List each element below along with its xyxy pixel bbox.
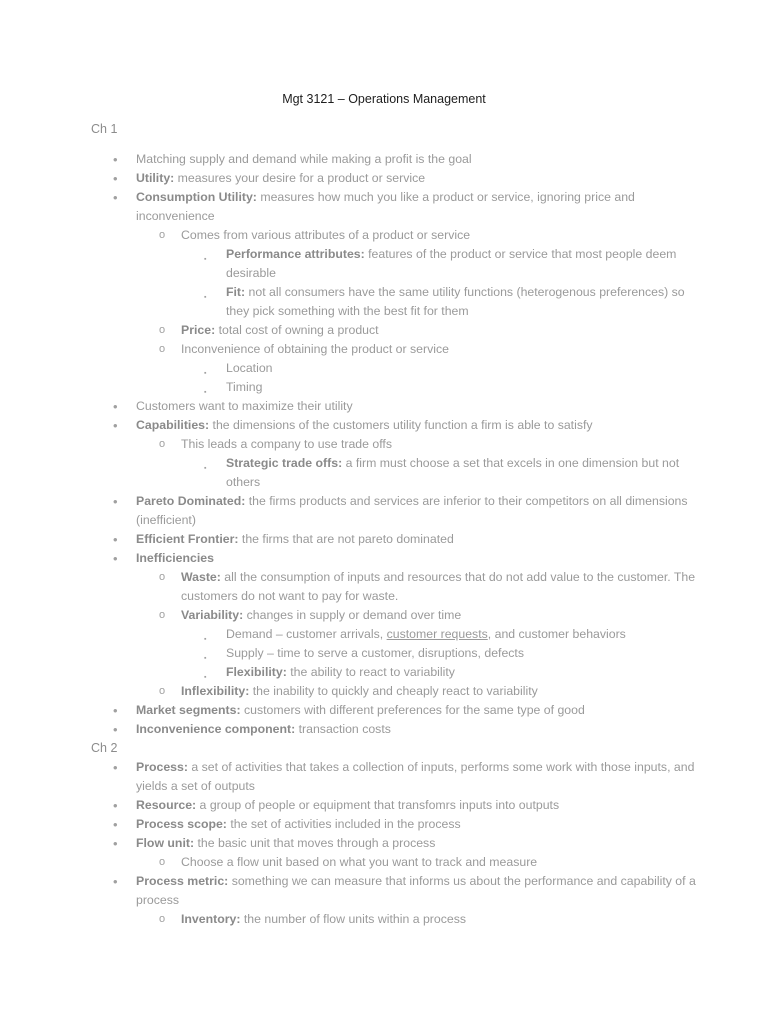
list-item (0, 720, 768, 739)
bullet-icon: • (113, 399, 118, 414)
item-definition: a group of people or equipment that transfomrs inputs into outputs (196, 798, 560, 812)
item-definition: a set of activities that takes a collection of inputs, performs some work with those inputs, and yields a set of outputs (136, 760, 695, 793)
bullet-icon: o (159, 609, 166, 621)
bullet-icon: • (113, 532, 118, 547)
list-item (0, 701, 768, 720)
bullet-icon: • (113, 494, 118, 509)
bullet-icon: ▪ (204, 655, 207, 662)
item-definition: not all consumers have the same utility functions (heterogenous preferences) so they pick something with the best fit for them (226, 285, 685, 318)
bullet-icon: • (113, 190, 118, 205)
item-term: Pareto Dominated: (136, 494, 246, 508)
list-item (0, 625, 768, 644)
item-definition: the set of activities included in the process (226, 817, 461, 831)
item-text (136, 530, 698, 549)
item-text (136, 150, 698, 169)
item-term: Process: (136, 760, 188, 774)
list-item (0, 872, 768, 910)
item-definition: the inability to quickly and cheaply react to variability (249, 684, 538, 698)
item-definition: features of the product or service that most people deem desirable (226, 247, 677, 280)
item-term: Strategic trade offs: (226, 456, 343, 470)
item-definition: Inconvenience of obtaining the product or service (181, 342, 449, 356)
item-definition: the ability to react to variability (286, 665, 455, 679)
item-text (181, 340, 698, 359)
item-definition: transaction costs (295, 722, 391, 736)
item-definition: customers with different preferences for the same type of good (240, 703, 585, 717)
list-item (0, 530, 768, 549)
item-text (226, 625, 698, 644)
item-definition: changes in supply or demand over time (243, 608, 462, 622)
item-text (181, 321, 698, 340)
item-term: Inconvenience component: (136, 722, 296, 736)
item-term: Price: (181, 323, 216, 337)
list-item (0, 359, 768, 378)
item-text (181, 568, 698, 606)
underlined-phrase: customer requests (386, 627, 488, 641)
item-term: Waste: (181, 570, 221, 584)
document-title: Mgt 3121 – Operations Management (282, 92, 486, 106)
item-term: Efficient Frontier: (136, 532, 239, 546)
bullet-icon: • (113, 152, 118, 167)
item-term: Inventory: (181, 912, 241, 926)
item-definition: Location (226, 361, 273, 375)
list-item (0, 815, 768, 834)
item-text (136, 796, 698, 815)
item-term: Consumption Utility: (136, 190, 257, 204)
item-definition: the dimensions of the customers utility function a firm is able to satisfy (209, 418, 593, 432)
item-text (136, 701, 698, 720)
item-text (136, 872, 698, 910)
item-definition: the basic unit that moves through a process (194, 836, 436, 850)
item-term: Process metric: (136, 874, 229, 888)
item-term: Market segments: (136, 703, 241, 717)
item-text (136, 397, 698, 416)
bullet-icon: o (159, 324, 166, 336)
list-item (0, 150, 768, 169)
list-item (0, 568, 768, 606)
bullet-icon: • (113, 760, 118, 775)
item-definition: measures your desire for a product or service (174, 171, 426, 185)
item-text (181, 435, 698, 454)
bullet-icon: o (159, 571, 166, 583)
item-text (226, 454, 698, 492)
item-term: Variability: (181, 608, 244, 622)
item-definition: Matching supply and demand while making a profit is the goal (136, 152, 472, 166)
item-definition: the firms that are not pareto dominated (238, 532, 454, 546)
item-text (136, 492, 698, 530)
bullet-icon: ▪ (204, 465, 207, 472)
item-definition: the firms products and services are inferior to their competitors on all dimensions (inefficient) (136, 494, 688, 527)
bullet-icon: ▪ (204, 389, 207, 396)
item-term: Inefficiencies (136, 551, 214, 565)
list-item (0, 435, 768, 454)
item-definition: a firm must choose a set that excels in one dimension but not others (226, 456, 680, 489)
item-definition: Comes from various attributes of a product or service (181, 228, 471, 242)
section-heading: Ch 2 (91, 741, 118, 755)
bullet-icon: • (113, 874, 118, 889)
item-term: Utility: (136, 171, 175, 185)
section-list (0, 758, 768, 929)
bullet-icon: • (113, 551, 118, 566)
section-list (0, 150, 768, 739)
list-item (0, 321, 768, 340)
bullet-icon: ▪ (204, 636, 207, 643)
list-item (0, 416, 768, 435)
bullet-icon: ▪ (204, 294, 207, 301)
item-text (136, 758, 698, 796)
item-term: Process scope: (136, 817, 227, 831)
item-definition: Timing (226, 380, 263, 394)
list-item (0, 226, 768, 245)
item-text (226, 359, 698, 378)
item-definition: Customers want to maximize their utility (136, 399, 353, 413)
list-item (0, 853, 768, 872)
bullet-icon: ▪ (204, 256, 207, 263)
item-text (181, 606, 698, 625)
item-term: Flow unit: (136, 836, 195, 850)
list-item (0, 834, 768, 853)
list-item (0, 758, 768, 796)
bullet-icon: • (113, 418, 118, 433)
item-term: Capabilities: (136, 418, 210, 432)
list-item (0, 340, 768, 359)
item-text (226, 283, 698, 321)
bullet-icon: o (159, 343, 166, 355)
item-text (181, 910, 698, 929)
bullet-icon: • (113, 836, 118, 851)
bullet-icon: o (159, 229, 166, 241)
list-item (0, 644, 768, 663)
item-text (136, 720, 698, 739)
item-text (136, 416, 698, 435)
item-text (181, 853, 698, 872)
bullet-icon: • (113, 798, 118, 813)
list-item (0, 169, 768, 188)
list-item (0, 283, 768, 321)
item-definition: measures how much you like a product or service, ignoring price and inconvenience (136, 190, 635, 223)
item-text (181, 226, 698, 245)
bullet-icon: • (113, 703, 118, 718)
section-heading: Ch 1 (91, 122, 118, 136)
item-text (226, 644, 698, 663)
item-definition: total cost of owning a product (215, 323, 379, 337)
bullet-icon: • (113, 817, 118, 832)
bullet-icon: o (159, 438, 166, 450)
item-term: Resource: (136, 798, 197, 812)
item-term: Fit: (226, 285, 246, 299)
list-item (0, 606, 768, 625)
item-term: Performance attributes: (226, 247, 365, 261)
item-text (181, 682, 698, 701)
list-item (0, 549, 768, 568)
item-text (136, 549, 698, 568)
bullet-icon: o (159, 856, 166, 868)
item-text (136, 169, 698, 188)
item-text (136, 815, 698, 834)
list-item (0, 796, 768, 815)
item-text (136, 188, 698, 226)
item-definition: This leads a company to use trade offs (181, 437, 392, 451)
list-item (0, 454, 768, 492)
list-item (0, 397, 768, 416)
list-item (0, 188, 768, 226)
item-text (226, 663, 698, 682)
bullet-icon: • (113, 171, 118, 186)
item-definition: all the consumption of inputs and resources that do not add value to the customer. The customers do not want to pay for waste. (181, 570, 696, 603)
item-text (136, 834, 698, 853)
bullet-icon: o (159, 685, 166, 697)
list-item (0, 245, 768, 283)
list-item (0, 492, 768, 530)
item-definition: Supply – time to serve a customer, disruptions, defects (226, 646, 525, 660)
item-definition-tail: , and customer behaviors (487, 627, 626, 641)
item-text (226, 245, 698, 283)
bullet-icon: • (113, 722, 118, 737)
item-definition: Choose a flow unit based on what you want to track and measure (181, 855, 538, 869)
list-item (0, 378, 768, 397)
list-item (0, 682, 768, 701)
item-definition: something we can measure that informs us about the performance and capability of a process (136, 874, 696, 907)
list-item (0, 663, 768, 682)
item-definition: Demand – customer arrivals, (226, 627, 387, 641)
bullet-icon: o (159, 913, 166, 925)
item-term: Flexibility: (226, 665, 287, 679)
item-term: Inflexibility: (181, 684, 250, 698)
item-text (226, 378, 698, 397)
bullet-icon: ▪ (204, 674, 207, 681)
list-item (0, 910, 768, 929)
bullet-icon: ▪ (204, 370, 207, 377)
item-definition: the number of flow units within a process (240, 912, 467, 926)
